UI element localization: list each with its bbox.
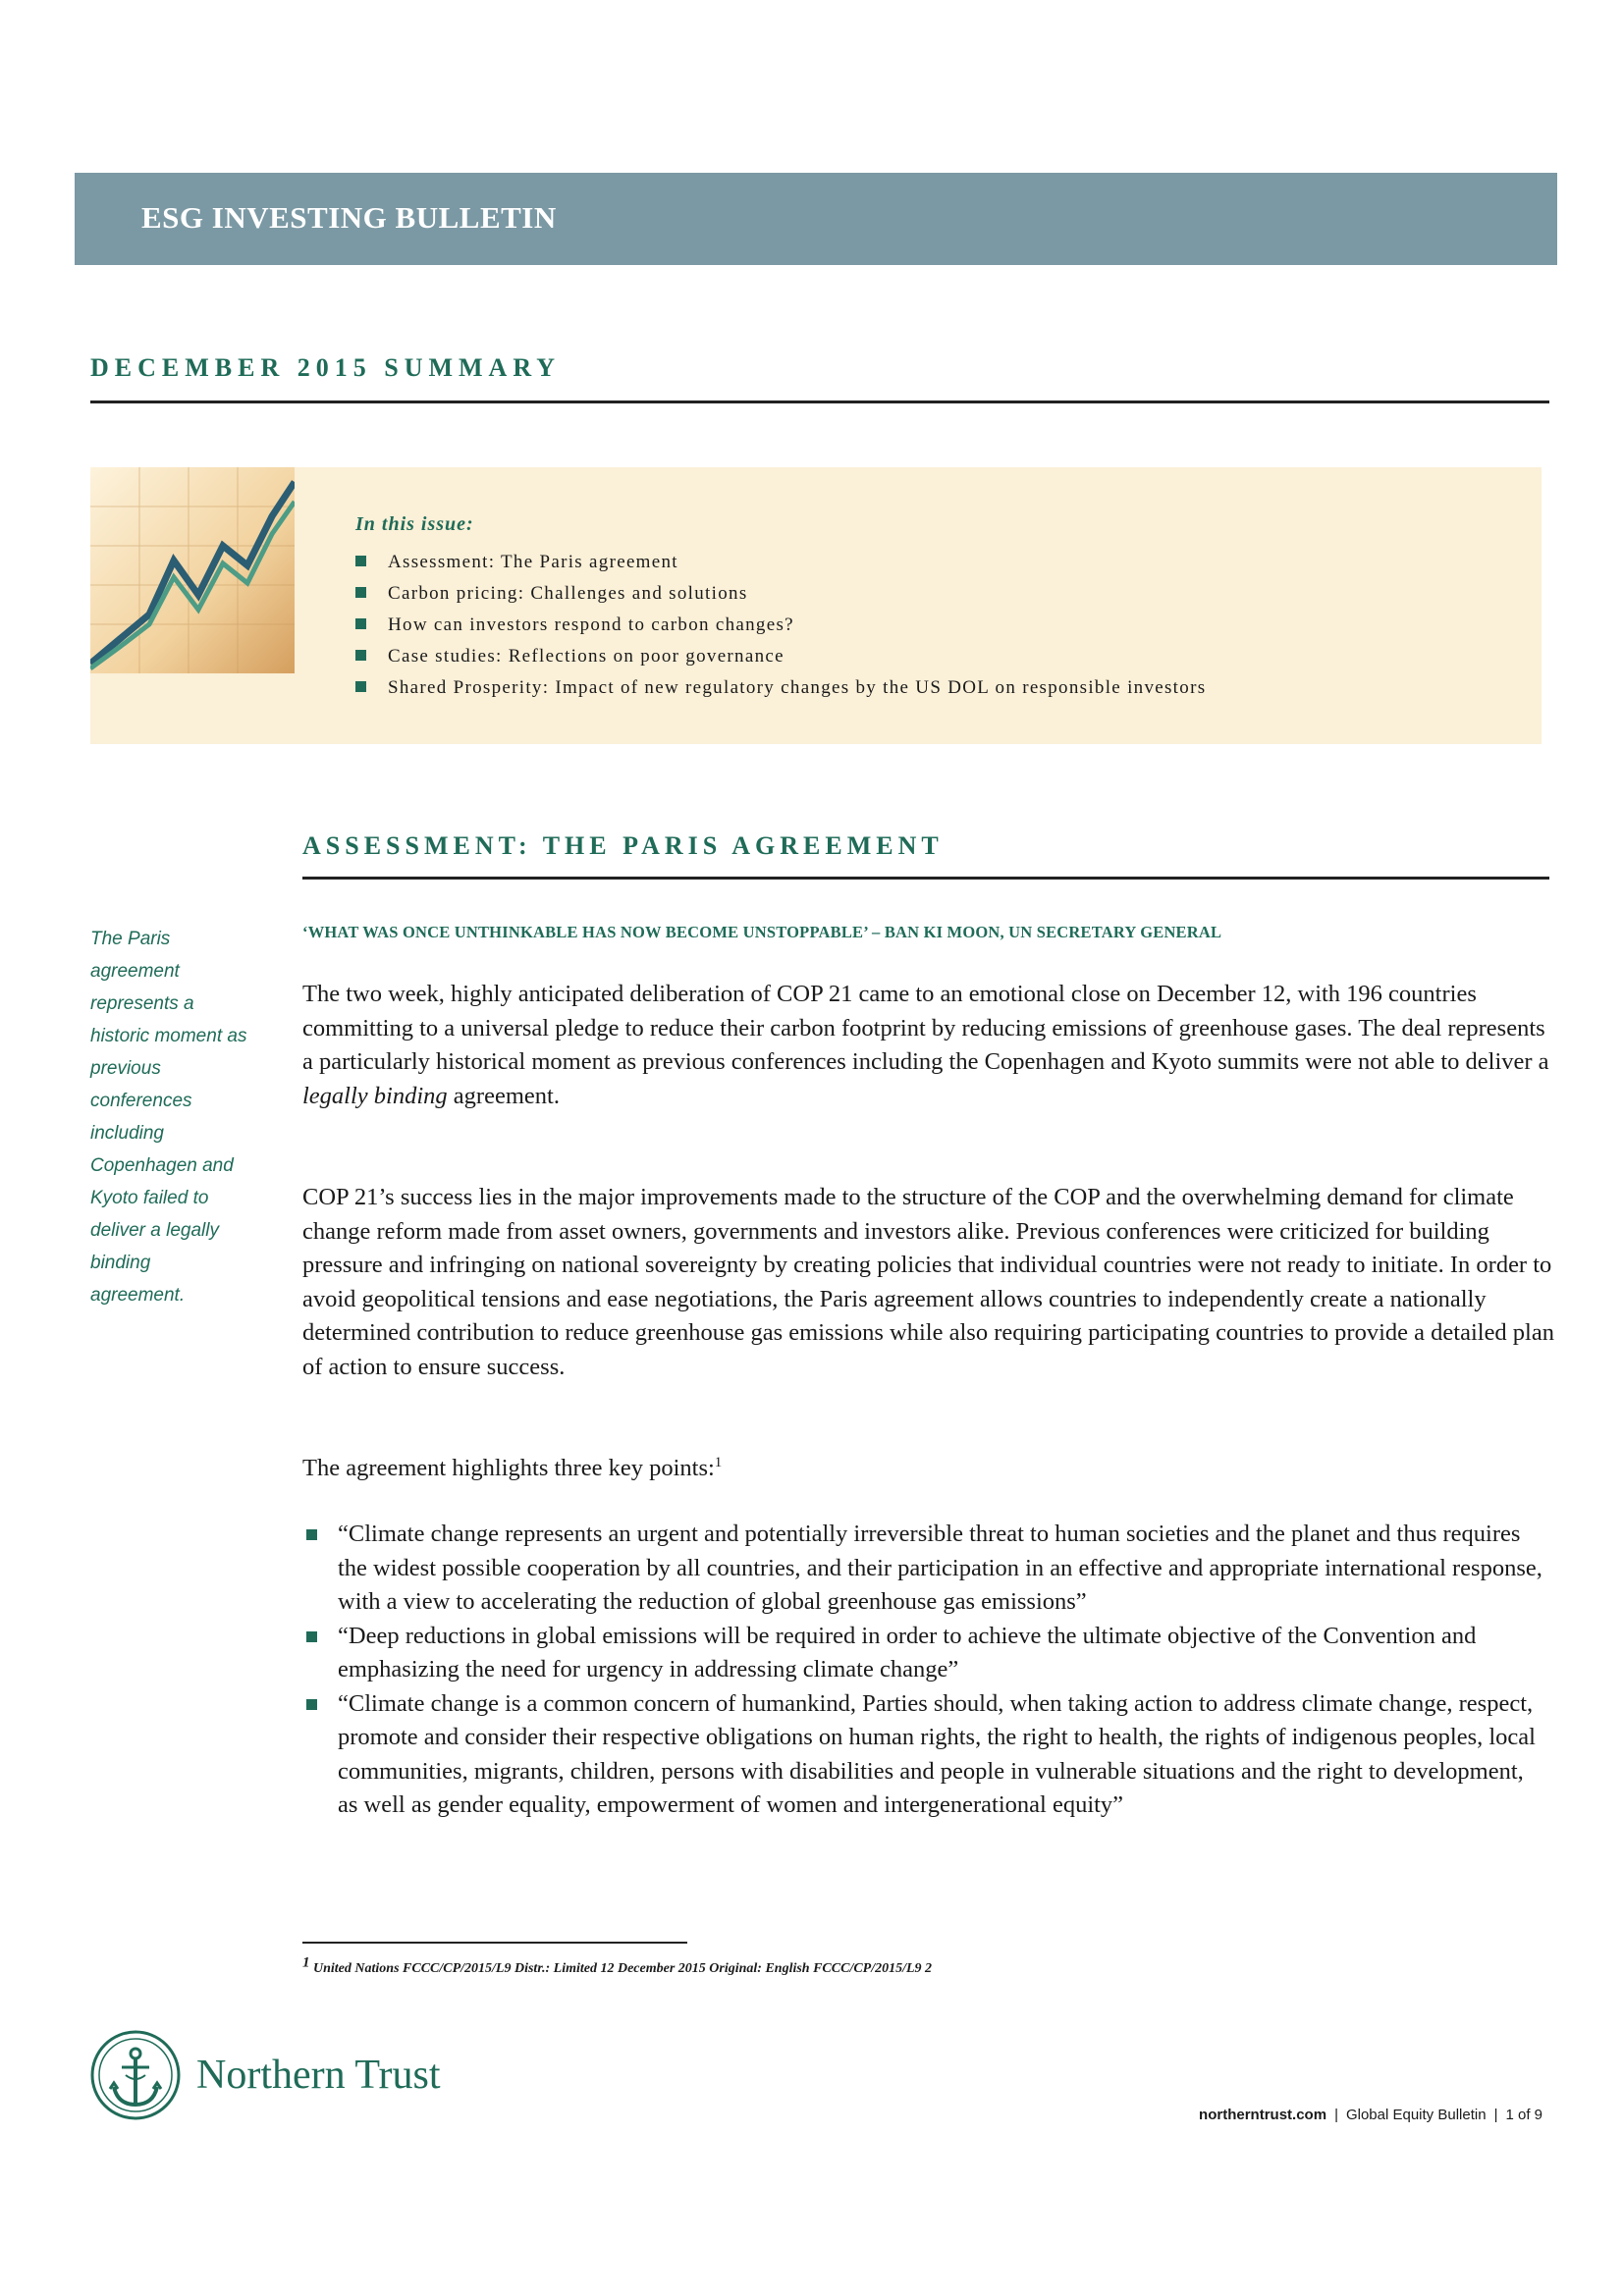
key-points-list	[302, 1518, 1549, 1823]
pull-quote: ‘WHAT WAS ONCE UNTHINKABLE HAS NOW BECOME UNSTOPPABLE’ – BAN KI MOON, UN SECRETARY GENERAL	[302, 923, 1222, 941]
footnote-reference[interactable]: 1	[714, 1454, 723, 1470]
footnote-divider	[302, 1942, 687, 1944]
in-this-issue-box	[90, 467, 1542, 744]
list-item: “Climate change represents an urgent and potentially irreversible threat to human societies and the planet and thus requires the widest possible cooperation by all countries, and their participation in an effective and appropriate international response, with a view to accelerating the reduction of global greenhouse gas emissions”	[302, 1518, 1549, 1620]
emphasis-text: legally binding	[302, 1082, 448, 1109]
bullet-square-icon	[355, 650, 366, 661]
section-divider	[90, 400, 1549, 403]
issue-list	[355, 547, 1206, 704]
bullet-square-icon	[306, 1529, 317, 1540]
anchor-seal-icon	[88, 2028, 183, 2122]
northern-trust-logo	[88, 2028, 511, 2122]
issue-item-investor-response: How can investors respond to carbon changes?	[355, 610, 1206, 641]
assessment-heading: ASSESSMENT: THE PARIS AGREEMENT	[302, 831, 944, 860]
list-item: “Climate change is a common concern of humankind, Parties should, when taking action to address climate change, respect, promote and consider their respective obligations on human rights, the right to health, the rights of indigenous peoples, local communities, migrants, children, persons with disabilities and people in vulnerable situations and the right to development, as well as gender equality, empowerment of women and intergenerational equity”	[302, 1687, 1549, 1823]
bulletin-title: ESG INVESTING BULLETIN	[141, 200, 557, 235]
bullet-square-icon	[306, 1631, 317, 1642]
bullet-square-icon	[306, 1699, 317, 1710]
bullet-square-icon	[355, 556, 366, 566]
footnote: $^1$ United Nations FCCC/CP/2015/L9 Distr.: Limited 12 December 2015 Original: English FCCC/CP/2015/L9 2	[302, 1954, 933, 1976]
footer-website-link[interactable]: northerntrust.com	[1199, 2107, 1327, 2123]
sidebar-quote: The Paris agreement represents a historic moment as previous conferences including Copenhagen and Kyoto failed to deliver a legally binding agreement.	[90, 929, 247, 1306]
footer-separator: |	[1493, 2107, 1498, 2123]
issue-item-shared-prosperity: Shared Prosperity: Impact of new regulatory changes by the US DOL on responsible investors	[355, 672, 1206, 704]
bulletin-banner	[75, 173, 1557, 265]
bullet-square-icon	[355, 681, 366, 692]
rising-chart-illustration	[90, 467, 295, 673]
in-this-issue-label: In this issue:	[355, 513, 474, 535]
page-footer	[1199, 2107, 1542, 2123]
footer-separator: |	[1334, 2107, 1338, 2123]
bullet-square-icon	[355, 587, 366, 598]
section-divider	[302, 877, 1549, 880]
footer-page-number: 1 of 9	[1505, 2107, 1542, 2123]
list-item: “Deep reductions in global emissions will be required in order to achieve the ultimate objective of the Convention and emphasizing the need for urgency in addressing climate change”	[302, 1620, 1549, 1687]
bullet-square-icon	[355, 618, 366, 629]
issue-item-paris-agreement: Assessment: The Paris agreement	[355, 547, 1206, 578]
body-paragraph: The agreement highlights three key points:$^1$	[302, 1454, 723, 1481]
issue-item-case-studies: Case studies: Reflections on poor governance	[355, 641, 1206, 672]
footer-publication: Global Equity Bulletin	[1345, 2107, 1487, 2123]
body-paragraph: COP 21’s success lies in the major improvements made to the structure of the COP and the overwhelming demand for climate change reform made from asset owners, governments and investors alike. Previous conferences were criticized for building pressure and infringing on national sovereignty by creating policies that individual countries were not ready to initiate. In order to avoid geopolitical tensions and ease negotiations, the Paris agreement allows countries to independently create a nationally determined contribution to reduce greenhouse gas emissions while also requiring participating countries to provide a detailed plan of action to ensure success.	[302, 1184, 1554, 1380]
summary-heading: DECEMBER 2015 SUMMARY	[90, 353, 561, 382]
issue-item-carbon-pricing: Carbon pricing: Challenges and solutions	[355, 578, 1206, 610]
body-paragraph: The two week, highly anticipated deliberation of COP 21 came to an emotional close on December 12, with 196 countries committing to a universal pledge to reduce their carbon footprint by reducing emissions of greenhouse gases. The deal represents a particularly historical moment as previous conferences including the Copenhagen and Kyoto summits were not able to deliver a legally binding agreement.	[302, 981, 1549, 1109]
logo-wordmark: Northern Trust	[196, 2053, 441, 2098]
